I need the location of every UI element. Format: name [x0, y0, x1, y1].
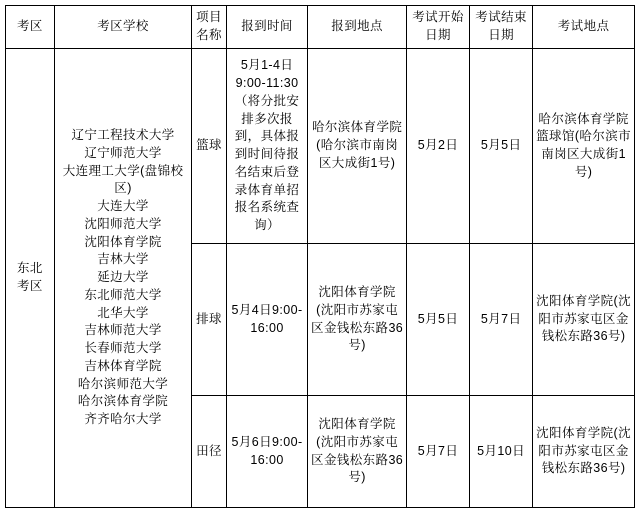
school-item: 哈尔滨师范大学	[77, 376, 169, 391]
cell-report-time: 5月4日9:00-16:00	[226, 244, 307, 396]
school-item: 东北师范大学	[84, 287, 162, 302]
region-line2: 考区	[17, 279, 43, 293]
header-row	[6, 6, 635, 49]
header-end-date-line1: 考试结束	[475, 10, 527, 25]
header-school: 考区学校	[54, 6, 191, 49]
exam-schedule-table	[5, 5, 635, 508]
cell-exam-place: 沈阳体育学院(沈阳市苏家屯区金钱松东路36号)	[533, 244, 635, 396]
school-item: 哈尔滨体育学院	[77, 394, 169, 409]
cell-end-date: 5月5日	[470, 49, 533, 244]
school-item: 辽宁师范大学	[84, 145, 162, 160]
school-item: 北华大学	[97, 305, 149, 320]
cell-report-place: 哈尔滨体育学院(哈尔滨市南岗区大成街1号)	[308, 49, 407, 244]
school-item: 长春师范大学	[84, 341, 162, 356]
school-item: 吉林师范大学	[84, 323, 162, 338]
school-item: 吉林体育学院	[84, 358, 162, 373]
header-region: 考区	[6, 6, 55, 49]
header-report-time: 报到时间	[226, 6, 307, 49]
cell-start-date: 5月7日	[406, 396, 469, 508]
table-body	[6, 49, 635, 508]
school-item: 延边大学	[97, 270, 149, 285]
header-start-date-line2: 日期	[425, 28, 451, 42]
cell-item-name: 排球	[192, 244, 227, 396]
cell-report-time: 5月1-4日9:00-11:30（将分批安排多次报到，具体报到时间待报名结束后登录体育单招报名系统查询）	[226, 49, 307, 244]
cell-item-name: 田径	[192, 396, 227, 508]
school-item: 沈阳体育学院	[84, 234, 162, 249]
cell-exam-place: 沈阳体育学院(沈阳市苏家屯区金钱松东路36号)	[533, 396, 635, 508]
cell-start-date: 5月5日	[406, 244, 469, 396]
school-item: 辽宁工程技术大学	[71, 128, 175, 143]
cell-report-time: 5月6日9:00-16:00	[226, 396, 307, 508]
header-end-date-line2: 日期	[488, 28, 515, 42]
header-item-line1: 项目	[196, 10, 222, 25]
table-header	[6, 6, 635, 49]
school-item: 沈阳师范大学	[84, 216, 162, 231]
cell-start-date: 5月2日	[406, 49, 469, 244]
school-item: 齐齐哈尔大学	[84, 412, 162, 427]
cell-exam-place: 哈尔滨体育学院篮球馆(哈尔滨市南岗区大成街1号)	[533, 49, 635, 244]
header-item-line2: 名称	[196, 28, 222, 42]
header-item	[192, 6, 227, 49]
header-start-date	[406, 6, 469, 49]
school-item: 大连大学	[97, 199, 149, 214]
cell-region	[6, 49, 55, 508]
header-end-date	[470, 6, 533, 49]
region-line1: 东北	[17, 261, 43, 276]
header-start-date-line1: 考试开始	[412, 10, 464, 25]
cell-item-name: 篮球	[192, 49, 227, 244]
header-report-place: 报到地点	[308, 6, 407, 49]
cell-school-list	[54, 49, 191, 508]
school-item: 吉林大学	[97, 252, 149, 267]
table-row	[6, 49, 635, 244]
header-exam-place: 考试地点	[533, 6, 635, 49]
cell-report-place: 沈阳体育学院(沈阳市苏家屯区金钱松东路36号)	[308, 244, 407, 396]
cell-end-date: 5月10日	[470, 396, 533, 508]
cell-end-date: 5月7日	[470, 244, 533, 396]
school-item: 大连理工大学(盘锦校区)	[62, 163, 184, 196]
cell-report-place: 沈阳体育学院(沈阳市苏家屯区金钱松东路36号)	[308, 396, 407, 508]
